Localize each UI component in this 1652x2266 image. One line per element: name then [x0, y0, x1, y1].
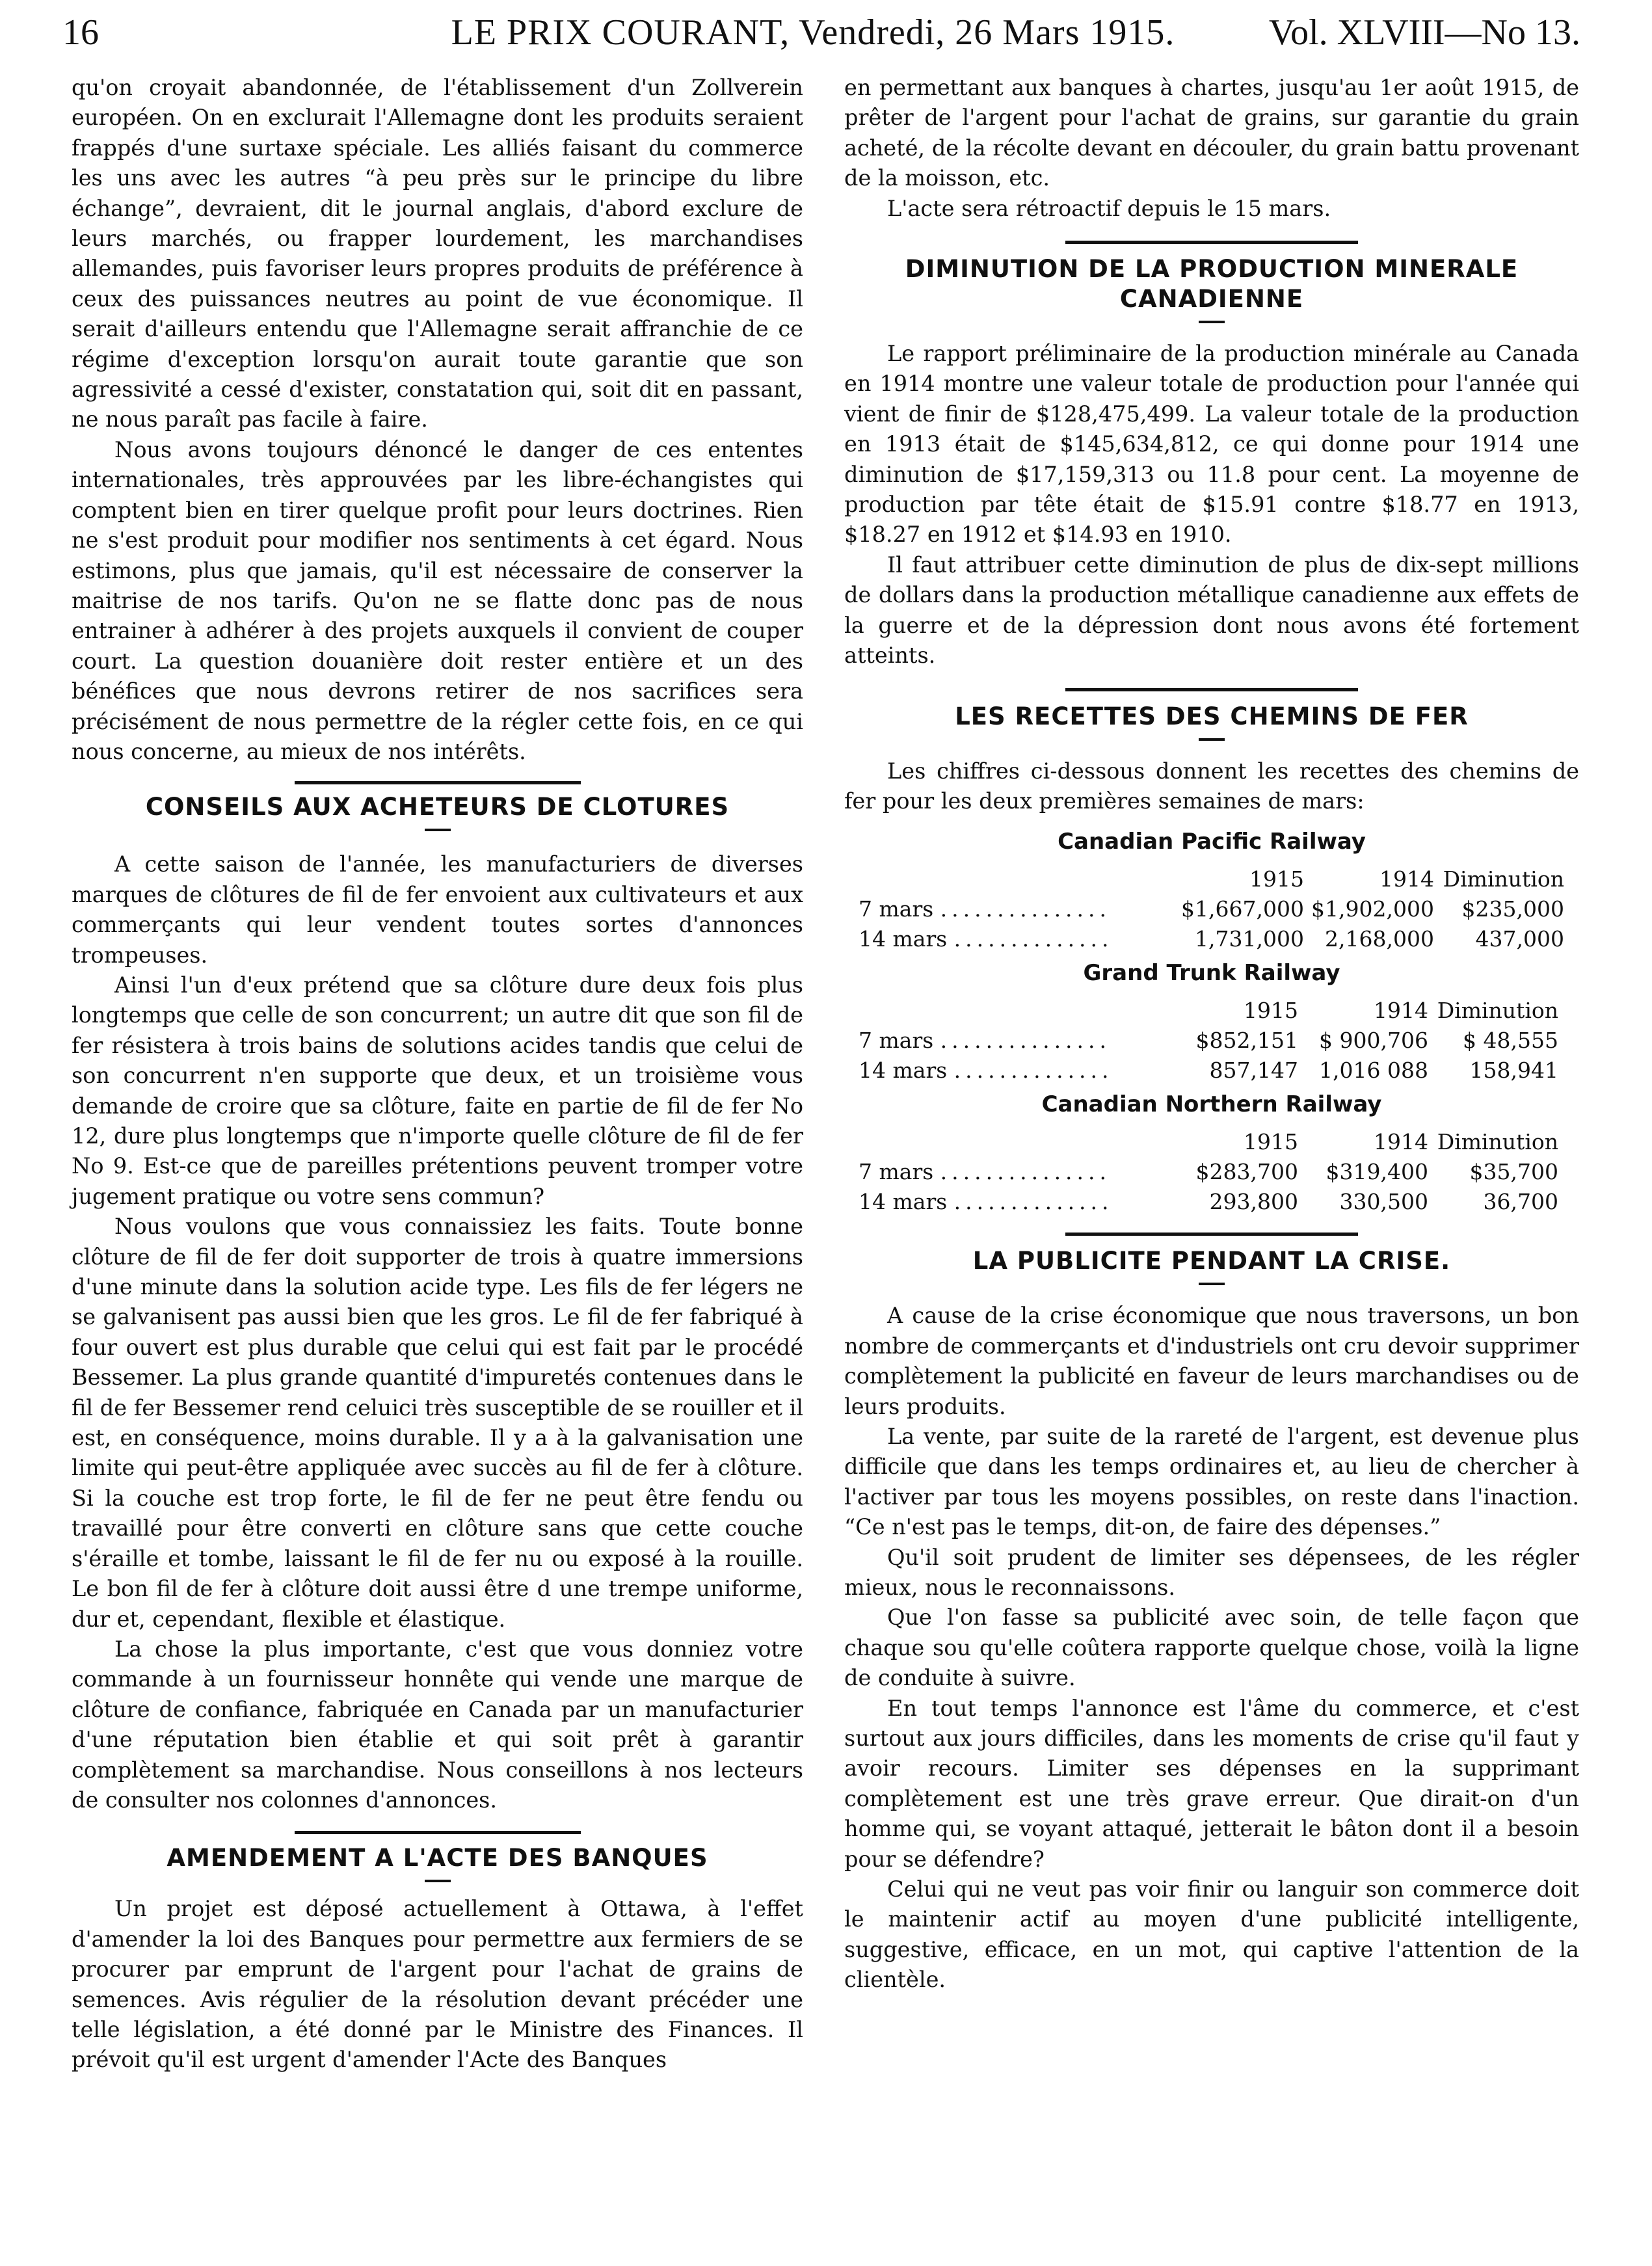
value-1914: $1,902,000 [1311, 896, 1434, 922]
row-label: 14 mars [859, 926, 948, 952]
table-row: 14 mars .............. 857,147 1,016 088 158,941 [859, 1056, 1558, 1086]
table-header-row [859, 1127, 1558, 1157]
section-title-conseils: CONSEILS AUX ACHETEURS DE CLOTURES [145, 793, 730, 821]
page-number: 16 [62, 12, 99, 53]
article-paragraph: La chose la plus importante, c'est que vous donniez votre commande à un fournisseur honnête qui vende une marque de clôture de confiance, fabriquée en Canada par un manufacturier d'une réputation bien établie et qui soit prêt à garantir complètement sa marchandise. Nous conseillons à nos lecteurs de consulter nos colonnes d'annonces. [72, 1636, 803, 1813]
value-1914: 1,016 088 [1319, 1058, 1428, 1084]
volume-number: Vol. XLVIII—No 13. [1268, 12, 1580, 53]
value-1915: $852,151 [1195, 1028, 1298, 1054]
table-row: 7 mars ............... $283,700 $319,400 $35,700 [859, 1157, 1558, 1187]
value-diminution: 36,700 [1483, 1189, 1558, 1215]
value-1914: $319,400 [1326, 1159, 1428, 1185]
table-row: 14 mars .............. 1,731,000 2,168,000 437,000 [859, 924, 1564, 954]
article-paragraph: Nous avons toujours dénoncé le danger de ces ententes internationales, très approuvées par les libre-échangistes qui comptent bien en tirer quelque profit pour leurs doctrines. Rien ne s'est produit pour modifier nos sentiments à cet égard. Nous estimons, plus que jamais, qu'il est nécessaire de conserver la maitrise de nos tarifs. Qu'on ne se flatte donc pas de nous entrainer à adhérer à des projets auxquels il convient de couper court. La question douanière doit rester entière et un des bénéfices que nous devrons retirer de nos sacrifices sera précisément de nous permettre de la régler cette fois, en ce qui nous concerne, au mieux de nos intérêts. [72, 436, 803, 764]
article-paragraph: L'acte sera rétroactif depuis le 15 mars. [887, 195, 1331, 221]
table-header-row [859, 864, 1564, 894]
article-paragraph: qu'on croyait abandonnée, de l'établissement d'un Zollverein européen. On en exclurait l'Allemagne dont les produits seraient frappés d'une surtaxe spéciale. Les alliés faisant du commerce les uns avec les autres “à peu près sur le principe du libre échange”, devraient, dit le journal anglais, d'abord exclure de leurs marchés, ou frapper lourdement, les marchandises allemandes, puis favoriser leurs propres produits de préférence à ceux des puissances neutres au point de vue économique. Il serait d'ailleurs entendu que l'Allemagne serait affranchie de ce régime d'exception lorsqu'on aurait toute garantie que son agressivité a cessé d'exister, constatation qui, soit dit en passant, ne nous paraît pas facile à faire. [72, 75, 803, 433]
right-column [844, 73, 1579, 1995]
table-row: 7 mars ............... $1,667,000 $1,902,000 $235,000 [859, 894, 1564, 924]
value-1915: 857,147 [1209, 1058, 1298, 1084]
article-paragraph: Les chiffres ci-dessous donnent les recettes des chemins de fer pour les deux premières semaines de mars: [844, 758, 1579, 814]
row-label: 14 mars [859, 1189, 948, 1215]
value-diminution: 437,000 [1475, 926, 1564, 952]
article-paragraph: Qu'il soit prudent de limiter ses dépensees, de les régler mieux, nous le reconnaissons. [844, 1544, 1579, 1600]
article-paragraph: Le rapport préliminaire de la production minérale au Canada en 1914 montre une valeur totale de production pour l'année qui vient de finir de $128,475,499. La valeur totale de la production en 1913 était de $145,634,812, ce qui donne pour 1914 une diminution de $17,159,313 ou 11.8 pour cent. La moyenne de production par tête était de $15.91 contre $18.77 en 1913, $18.27 en 1912 et $14.93 en 1910. [844, 341, 1579, 548]
row-label: 7 mars [859, 1159, 934, 1185]
value-1915: $283,700 [1195, 1159, 1298, 1185]
value-1914: $ 900,706 [1319, 1028, 1428, 1054]
left-column [72, 73, 803, 2075]
section-title-diminution-line2: CANADIENNE [1119, 285, 1304, 313]
column-header-1915: 1915 [1244, 1129, 1298, 1155]
railway-name: Canadian Pacific Railway [1058, 829, 1366, 855]
revenue-table [859, 996, 1558, 1086]
section-title-amendement: AMENDEMENT A L'ACTE DES BANQUES [167, 1844, 708, 1873]
column-header-1914: 1914 [1379, 866, 1434, 892]
article-paragraph: Nous voulons que vous connaissiez les faits. Toute bonne clôture de fil de fer doit supporter de trois à quatre immersions d'une minute dans la solution acide type. Les fils de fer légers ne se galvanisent pas aussi bien que les gros. Le fil de fer fabriqué à four ouvert est plus durable que celui qui est fait par le procédé Bessemer. La plus grande quantité d'impuretés contenues dans le fil de fer Bessemer rend celuici très susceptible de se rouiller et il est, en conséquence, moins durable. Il y a à la galvanisation une limite qui peut-être appliquée avec succès au fil de fer à clôture. Si la couche est trop forte, le fil de fer ne peut être fendu ou travaillé pour être converti en clôture sans que cette couche s'éraille et tombe, laissant le fil de fer nu ou exposé à la rouille. Le bon fil de fer à clôture doit aussi être d une trempe uniforme, dur et, cependant, flexible et élastique. [72, 1214, 803, 1632]
article-paragraph: En tout temps l'annonce est l'âme du commerce, et c'est surtout aux jours difficiles, dans les moments de crise qu'il faut y avoir recours. Limiter ses dépenses en la supprimant complètement est une très grave erreur. Que dirait-on d'un homme qui, se voyant attaqué, jetterait le bâton dont il a besoin pour se défendre? [844, 1695, 1579, 1872]
revenue-table [859, 864, 1564, 954]
column-header-1915: 1915 [1244, 998, 1298, 1024]
value-1915: $1,667,000 [1181, 896, 1304, 922]
railway-revenue-tables [844, 816, 1579, 1217]
row-label: 7 mars [859, 1028, 934, 1054]
value-diminution: 158,941 [1469, 1058, 1558, 1084]
value-1915: 1,731,000 [1195, 926, 1304, 952]
railway-name: Canadian Northern Railway [1041, 1091, 1382, 1118]
value-diminution: $235,000 [1461, 896, 1564, 922]
row-label: 7 mars [859, 896, 934, 922]
column-header-1914: 1914 [1374, 998, 1428, 1024]
revenue-table [859, 1127, 1558, 1217]
article-paragraph: Un projet est déposé actuellement à Ottawa, à l'effet d'amender la loi des Banques pour permettre aux fermiers de se procurer par emprunt de l'argent pour l'achat de grains de semences. Avis régulier de la résolution devant précéder une telle législation, a été donné par le Ministre des Finances. Il prévoit qu'il est urgent d'amender l'Acte des Banques [72, 1896, 803, 2073]
column-header-diminution: Diminution [1437, 998, 1558, 1024]
section-title-publicite: LA PUBLICITE PENDANT LA CRISE. [972, 1247, 1451, 1275]
value-diminution: $35,700 [1469, 1159, 1558, 1185]
table-header-row [859, 996, 1558, 1026]
publication-title: LE PRIX COURANT, Vendredi, 26 Mars 1915. [451, 12, 1175, 53]
article-paragraph: en permettant aux banques à chartes, jusqu'au 1er août 1915, de prêter de l'argent pour l'achat de grains, sur garantie du grain acheté, de la récolte devant en découler, du grain battu provenant de la moisson, etc. [844, 75, 1579, 191]
article-paragraph: Celui qui ne veut pas voir finir ou languir son commerce doit le maintenir actif au moyen d'une publicité intelligente, suggestive, efficace, en un mot, qui captive l'attention de la clientèle. [844, 1876, 1579, 1993]
section-title-recettes: LES RECETTES DES CHEMINS DE FER [955, 702, 1469, 730]
column-header-1914: 1914 [1374, 1129, 1428, 1155]
page-header [46, 8, 1580, 57]
table-row: 7 mars ............... $852,151 $ 900,706 $ 48,555 [859, 1026, 1558, 1056]
article-paragraph: A cause de la crise économique que nous traversons, un bon nombre de commerçants et d'industriels ont cru devoir supprimer complètement la publicité en faveur de leurs marchandises ou de leurs produits. [844, 1303, 1579, 1419]
value-diminution: $ 48,555 [1463, 1028, 1558, 1054]
value-1915: 293,800 [1209, 1189, 1298, 1215]
article-paragraph: A cette saison de l'année, les manufacturiers de diverses marques de clôtures de fil de fer envoient aux cultivateurs et aux commerçants qui leur vendent toutes sortes d'annonces trompeuses. [72, 851, 803, 968]
article-paragraph: Ainsi l'un d'eux prétend que sa clôture dure deux fois plus longtemps que celle de son concurrent; un autre dit que son fil de fer résistera à trois bains de solutions acides tandis que celui de son concurrent n'en supporte que deux, et un troisième vous demande de croire que sa clôture, faite en partie de fil de fer No 12, dure plus longtemps que n'importe quelle clôture de fil de fer No 9. Est-ce que de pareilles prétentions peuvent tromper votre jugement pratique ou votre sens commun? [72, 972, 803, 1209]
article-paragraph: Que l'on fasse sa publicité avec soin, de telle façon que chaque sou qu'elle coûtera rapporte quelque chose, voilà la ligne de conduite à suivre. [844, 1605, 1579, 1691]
article-paragraph: Il faut attribuer cette diminution de plus de dix-sept millions de dollars dans la production métallique canadienne aux effets de la guerre et de la dépression dont nous avons été fortement atteints. [844, 552, 1579, 669]
column-header-diminution: Diminution [1443, 866, 1564, 892]
railway-name: Grand Trunk Railway [1083, 960, 1340, 987]
row-label: 14 mars [859, 1058, 948, 1084]
column-header-1915: 1915 [1249, 866, 1304, 892]
value-1914: 330,500 [1339, 1189, 1428, 1215]
table-row: 14 mars .............. 293,800 330,500 36,700 [859, 1187, 1558, 1217]
article-paragraph: La vente, par suite de la rareté de l'argent, est devenue plus difficile que dans les temps ordinaires et, au lieu de chercher à l'activer par tous les moyens possibles, on reste dans l'inaction. “Ce n'est pas le temps, dit-on, de faire des dépenses.” [844, 1423, 1579, 1540]
section-title-diminution: DIMINUTION DE LA PRODUCTION MINERALE [905, 255, 1519, 284]
column-header-diminution: Diminution [1437, 1129, 1558, 1155]
value-1914: 2,168,000 [1325, 926, 1434, 952]
